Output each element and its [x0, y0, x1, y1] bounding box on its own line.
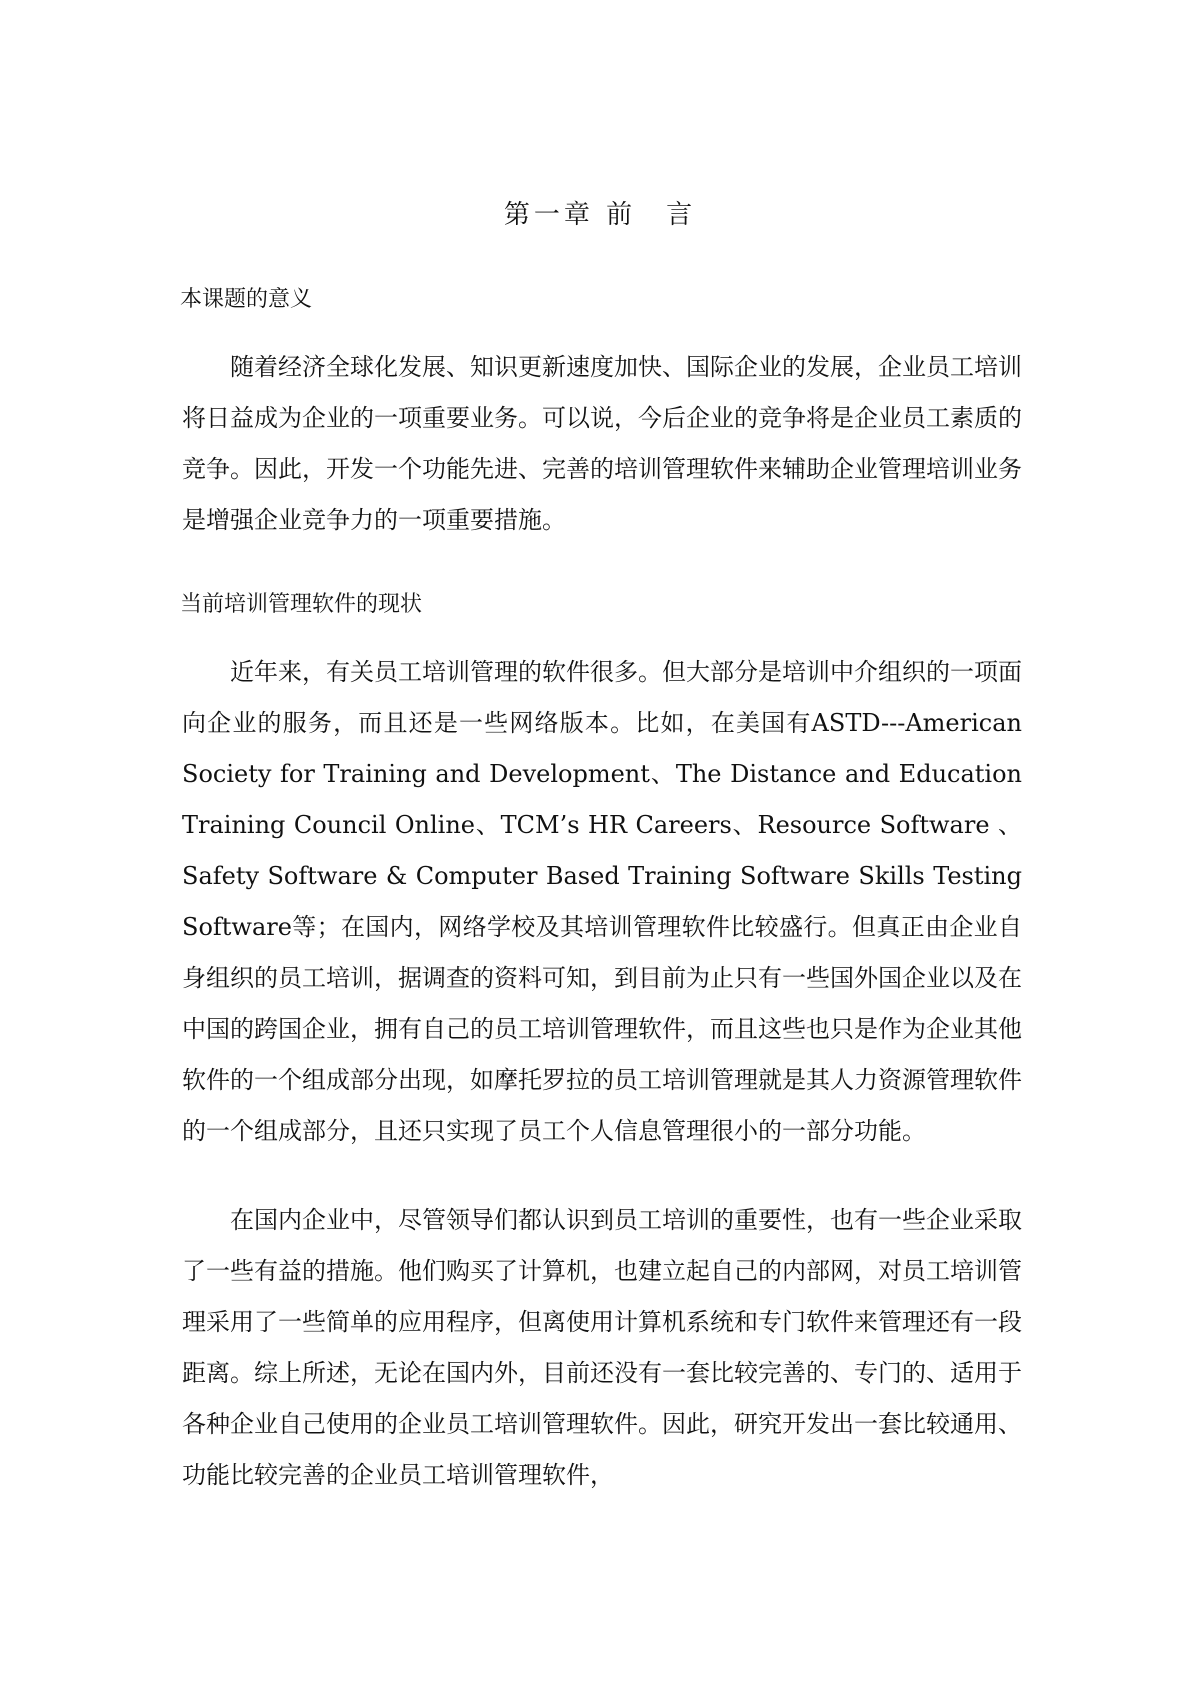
section-heading-significance: 本课题的意义 [180, 287, 313, 312]
section-heading-current-status: 当前培训管理软件的现状 [180, 592, 423, 617]
body-paragraph: 在国内企业中，尽管领导们都认识到员工培训的重要性，也有一些企业采取了一些有益的措施。他们购买了计算机，也建立起自己的内部网，对员工培训管理采用了一些简单的应用程序，但离使用计算机系统和专门软件来管理还有一段距离。综上所述，无论在国内外，目前还没有一套比较完善的、专门的、适用于各种企业自己使用的企业员工培训管理软件。因此，研究开发出一套比较通用、功能比较完善的企业员工培训管理软件， [182, 1206, 1022, 1489]
section-body-current-status-continued [182, 1195, 1022, 1501]
section-body-current-status [182, 647, 1022, 1157]
chapter-title: 第一章 前 言 [503, 200, 697, 230]
body-paragraph: 随着经济全球化发展、知识更新速度加快、国际企业的发展，企业员工培训将日益成为企业的一项重要业务。可以说，今后企业的竞争将是企业员工素质的竞争。因此，开发一个功能先进、完善的培训管理软件来辅助企业管理培训业务是增强企业竞争力的一项重要措施。 [182, 353, 1022, 534]
section-body-significance [182, 342, 1022, 546]
body-paragraph: 近年来，有关员工培训管理的软件很多。但大部分是培训中介组织的一项面向企业的服务，而且还是一些网络版本。比如，在美国有ASTD---American Society for Training and Development、The Distance and Education Training Council Online、TCM’s HR Careers、Resource Software 、Safety Software & Computer Based Training Software Skills Testing Software等；在国内，网络学校及其培训管理软件比较盛行。但真正由企业自身组织的员工培训，据调查的资料可知，到目前为止只有一些国外国企业以及在中国的跨国企业，拥有自己的员工培训管理软件，而且这些也只是作为企业其他软件的一个组成部分出现，如摩托罗拉的员工培训管理就是其人力资源管理软件的一个组成部分，且还只实现了员工个人信息管理很小的一部分功能。 [182, 658, 1022, 1145]
